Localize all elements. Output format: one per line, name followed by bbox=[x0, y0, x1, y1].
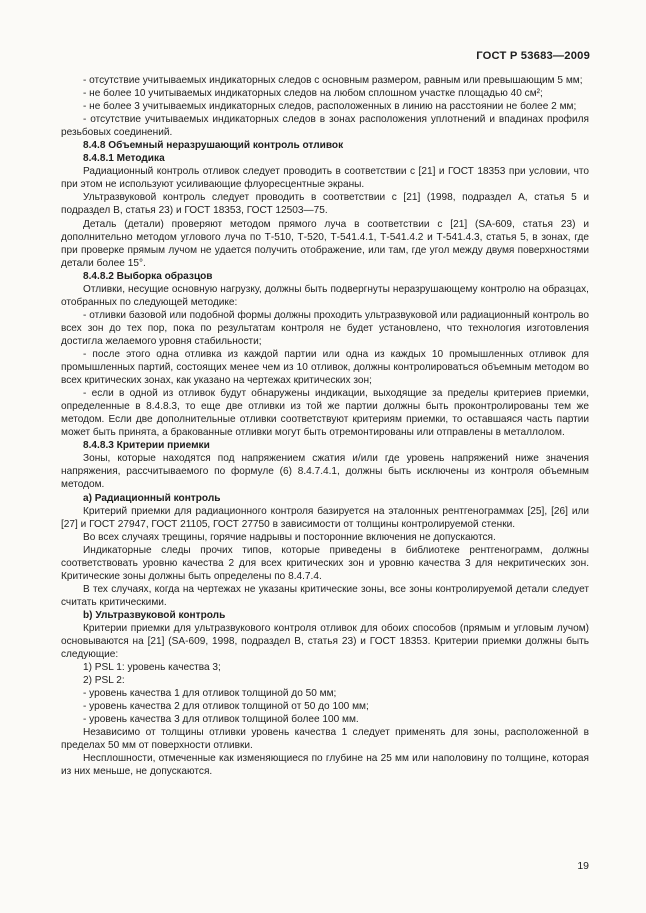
list-item: - уровень качества 3 для отливок толщиной более 100 мм. bbox=[83, 714, 359, 726]
section-heading: 8.4.8.3 Критерии приемки bbox=[83, 440, 210, 452]
section-heading: 8.4.8 Объемный неразрушающий контроль отливок bbox=[83, 140, 344, 152]
section-heading: 8.4.8.1 Методика bbox=[83, 153, 165, 165]
paragraph: Во всех случаях трещины, горячие надрывы и посторонние включения не допускаются. bbox=[83, 531, 496, 543]
subsection-heading: а) Радиационный контроль bbox=[83, 492, 221, 504]
paragraph: - после этого одна отливка из каждой партии или одна из каждых 10 промышленных отливок для промышленных партий, состоящих менее чем из 10 отливок, должны контролироваться объемным методом во всех критических зонах, как указано на чертежах критических зон; bbox=[61, 348, 589, 387]
standard-header: ГОСТ Р 53683—2009 bbox=[476, 50, 590, 62]
paragraph: - не более 3 учитываемых индикаторных следов, расположенных в линию на расстоянии не более 2 мм; bbox=[83, 101, 577, 113]
list-item: 2) PSL 2: bbox=[83, 675, 125, 687]
paragraph: Критерии приемки для ультразвукового контроля отливок для обоих способов (прямым и угловым лучом) основываются на [21] (SA-609, 1998, подраздел В, статья 23) и ГОСТ 18353. Критерии приемки должны быть следующие: bbox=[61, 622, 589, 661]
paragraph: Критерий приемки для радиационного контроля базируется на эталонных рентгенограммах [25], [26] или [27] и ГОСТ 27947, ГОСТ 21105, ГОСТ 27750 в зависимости от толщины контролируемой стенки. bbox=[61, 505, 589, 530]
paragraph: Отливки, несущие основную нагрузку, должны быть подвергнуты неразрушающему контролю на образцах, отобранных по следующей методике: bbox=[61, 283, 589, 308]
page-number: 19 bbox=[577, 860, 589, 872]
paragraph: - отсутствие учитываемых индикаторных следов в зонах расположения уплотнений и впадинах профиля резьбовых соединений. bbox=[61, 114, 589, 139]
subsection-heading: b) Ультразвуковой контроль bbox=[83, 609, 226, 621]
paragraph: Зоны, которые находятся под напряжением сжатия и/или где уровень напряжений ниже значения напряжения, рассчитываемого по формуле (6) 8.4.7.4.1, должны быть исключены из контроля объемным методом. bbox=[61, 453, 589, 491]
paragraph: Независимо от толщины отливки уровень качества 1 следует применять для зоны, расположенной в пределах 50 мм от поверхности отливки. bbox=[61, 727, 589, 752]
paragraph: Деталь (детали) проверяют методом прямого луча в соответствии с [21] (SA-609, статья 23) и дополнительно методом углового луча по Т-510, Т-520, Т-541.4.1, Т-541.4.2 и Т-541.4.3, статья 5, в зонах, где при проверке прямым лучом не удается получить отображение, или там, где угол между двумя поверхностями детали более 15°. bbox=[61, 218, 589, 269]
paragraph: - если в одной из отливок будут обнаружены индикации, выходящие за пределы критериев приемки, определенные в 8.4.8.3, то еще две отливки из той же партии должны быть проконтролированы тем же методом. Если две дополнительные отливки соответствуют критериям приемки, то оставшаяся часть партии может быть принята, а бракованные отливки могут быть отремонтированы или отправлены в металлолом. bbox=[61, 388, 589, 439]
paragraph: В тех случаях, когда на чертежах не указаны критические зоны, все зоны контролируемой детали следует считать критическими. bbox=[61, 583, 589, 608]
paragraph: - отливки базовой или подобной формы должны проходить ультразвуковой или радиационный контроль во всех зон до тех пор, пока по результатам контроля не будет установлено, что технология изготовления достигла желаемого уровня стабильности; bbox=[61, 309, 589, 347]
paragraph: Радиационный контроль отливок следует проводить в соответствии с [21] и ГОСТ 18353 при условии, что при этом не используют усиливающие флуоресцентные экраны. bbox=[61, 166, 589, 191]
list-item: 1) PSL 1: уровень качества 3; bbox=[83, 662, 221, 674]
paragraph: Ультразвуковой контроль следует проводить в соответствии с [21] (1998, подраздел А, статья 5 и подраздел В, статья 23) и ГОСТ 18353, ГОСТ 12503—75. bbox=[61, 192, 589, 217]
paragraph: - не более 10 учитываемых индикаторных следов на любом сплошном участке площадью 40 см²; bbox=[83, 88, 543, 100]
paragraph: Индикаторные следы прочих типов, которые приведены в библиотеке рентгенограмм, должны соответствовать уровню качества 2 для всех критических зон и уровню качества 3 для некритических зон. Критические зоны должны быть определены по 8.4.7.4. bbox=[61, 544, 589, 582]
list-item: - уровень качества 1 для отливок толщиной до 50 мм; bbox=[83, 688, 337, 700]
paragraph: - отсутствие учитываемых индикаторных следов с основным размером, равным или превышающим 5 мм; bbox=[83, 75, 583, 86]
list-item: - уровень качества 2 для отливок толщиной от 50 до 100 мм; bbox=[83, 701, 369, 713]
section-heading: 8.4.8.2 Выборка образцов bbox=[83, 270, 213, 282]
paragraph: Несплошности, отмеченные как изменяющиеся по глубине на 25 мм или наполовину по толщине, которая из них меньше, не допускаются. bbox=[61, 753, 589, 778]
document-body bbox=[61, 74, 589, 779]
